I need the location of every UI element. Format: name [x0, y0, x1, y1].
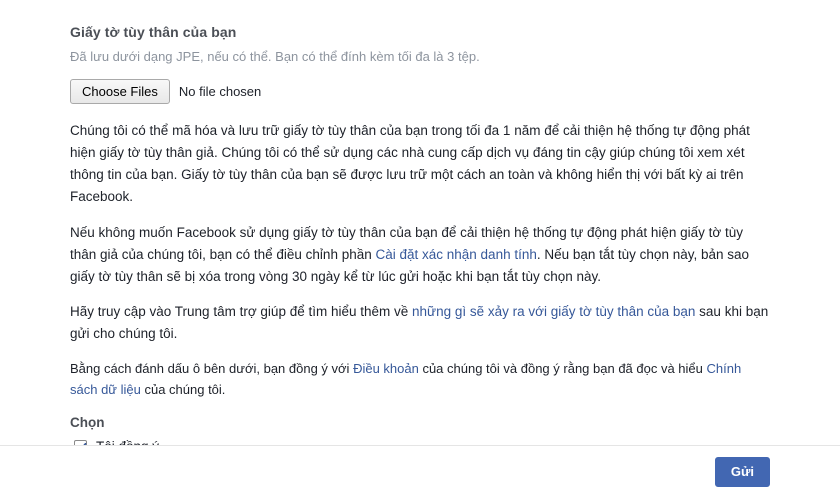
choose-files-button[interactable]: Choose Files	[70, 79, 170, 105]
identity-confirmation-settings-link[interactable]: Cài đặt xác nhận danh tính	[375, 246, 537, 262]
info-paragraph-terms	[70, 359, 770, 401]
paragraph-help-part-2: sau khi bạn gửi cho chúng tôi.	[70, 304, 769, 342]
info-paragraph-storage: Chúng tôi có thể mã hóa và lưu trữ giấy tờ tùy thân của bạn trong tối đa 1 năm để cải thiện hệ thống tự động phát hiện giấy tờ tùy thân giả. Chúng tôi có thể sử dụng các nhà cung cấp dịch vụ đáng tin cậy giúp chúng tôi xem xét thông tin của bạn. Giấy tờ tùy thân của bạn sẽ được lưu trữ một cách an toàn và không hiển thị với bất kỳ ai trên Facebook.	[70, 123, 750, 205]
paragraph-terms-part-2: của chúng tôi và đồng ý rằng bạn đã đọc và hiểu	[418, 361, 707, 377]
file-upload-row	[70, 79, 770, 105]
file-chosen-status: No file chosen	[178, 84, 262, 100]
paragraph-settings-part-2: . Nếu bạn tắt tùy chọn này, bản sao giấy tờ tùy thân sẽ bị xóa trong vòng 30 ngày kể từ lúc gửi hoặc khi bạn tắt tùy chọn này.	[70, 246, 750, 284]
form-footer	[0, 445, 840, 500]
paragraph-terms-part-1: Bằng cách đánh dấu ô bên dưới, bạn đồng ý với	[70, 361, 354, 377]
section-subtitle: Đã lưu dưới dạng JPE, nếu có thể. Bạn có thể đính kèm tối đa là 3 tệp.	[70, 49, 480, 64]
paragraph-terms-part-3: của chúng tôi.	[140, 381, 226, 397]
paragraph-settings-part-1: Nếu không muốn Facebook sử dụng giấy tờ tùy thân của bạn để cải thiện hệ thống tự động phát hiện giấy tờ tùy thân giả của chúng tôi, bạn có thể điều chỉnh phần	[70, 224, 743, 262]
info-paragraph-help-center	[70, 301, 770, 345]
submit-button[interactable]: Gửi	[715, 457, 770, 487]
info-paragraph-settings	[70, 222, 770, 288]
data-policy-link[interactable]: Chính sách dữ liệu	[70, 361, 742, 397]
terms-link[interactable]: Điều khoản	[353, 361, 419, 377]
choose-heading: Chọn	[70, 414, 105, 430]
what-happens-to-id-link[interactable]: những gì sẽ xảy ra với giấy tờ tùy thân của bạn	[412, 304, 696, 320]
paragraph-help-part-1: Hãy truy cập vào Trung tâm trợ giúp để tìm hiểu thêm về	[70, 304, 413, 320]
section-title: Giấy tờ tùy thân của bạn	[70, 24, 237, 40]
